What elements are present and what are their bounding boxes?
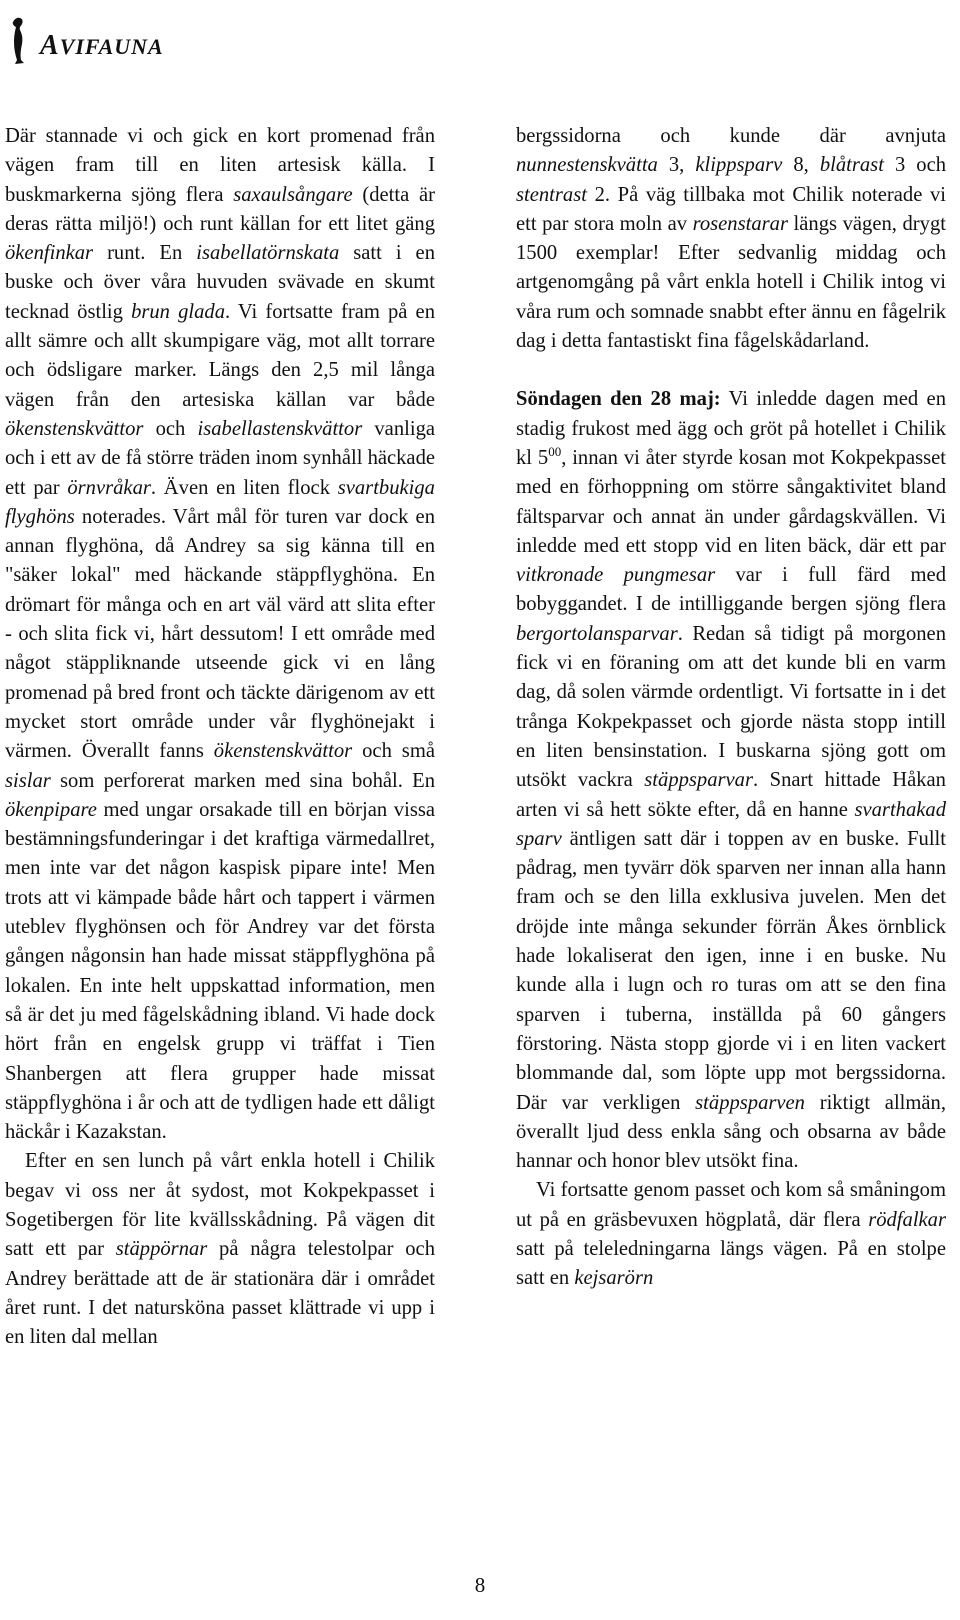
text-run: och små xyxy=(352,740,435,763)
species-name: sislar xyxy=(5,769,51,792)
text-run: . Snart hittade Håkan arten vi så hett sökte efter, då en hanne xyxy=(516,769,946,821)
species-name: stäppsparvar xyxy=(644,769,753,792)
text-run: , innan vi åter styrde kosan mot Kokpekpasset med en förhoppning om större sångaktivitet bland fältsparvar och annat än under gårdagskvällen. Vi inledde med ett stopp vid en liten bäck, där ett par xyxy=(516,446,946,557)
paragraph xyxy=(5,122,435,1147)
text-run: äntligen satt där i toppen av en buske. Fullt pådrag, men tyvärr dök sparven ner innan alla hann fram och se den lilla exklusiva juvelen. Men det dröjde inte många sekunder förrän Åkes örnblick hade lokaliserat den igen, inne i en buske. Nu kunde alla i lugn och ro turas om att se den fina sparven i tuberna, inställda på 60 gångers förstoring. Nästa stopp gjorde vi i en liten vackert blommande dal, som löpte upp mot bergssidorna. Där var verkligen xyxy=(516,827,946,1114)
brand-wordmark: AVIFAUNA xyxy=(40,30,164,61)
text-run: med ungar orsakade till en början vissa bestämningsfunderingar i det kraftiga värmedallret, men inte var det någon kaspisk pipare inte! Men trots att vi kämpade både hårt och tappert i värmen uteblev flyghönsen och för Andrey var det första gången någonsin han hade missat stäppflyghöna på lokalen. En inte helt uppskattad information, men så är det ju med fågelskådning ibland. Vi hade dock hört från en engelsk grupp vi träffat i Tien Shanbergen att flera grupper hade missat stäppflyghöna i år och att de tydligen hade ett dåligt häckår i Kazakstan. xyxy=(5,798,435,1144)
paragraph xyxy=(516,1176,946,1293)
species-name: örnvråkar xyxy=(67,476,151,499)
text-run: . Vi fortsatte fram på en allt sämre och allt skumpigare väg, mot allt torrare och ödsligare marker. Längs den 2,5 mil långa vägen från den artesiska källan var både xyxy=(5,300,435,411)
species-name: blåtrast xyxy=(819,154,884,177)
species-name: rosenstarar xyxy=(692,212,788,235)
species-name: stäppsparven xyxy=(695,1091,805,1114)
species-name: ökenpipare xyxy=(5,798,97,821)
text-run: satt på teleledningarna längs vägen. På en stolpe satt en xyxy=(516,1237,946,1290)
species-name: bergortolansparvar xyxy=(516,622,678,645)
text-run: Där stannade vi och gick en kort promenad från vägen fram till en liten artesisk källa. I buskmarkerna sjöng flera xyxy=(5,125,435,206)
paragraph xyxy=(516,122,946,356)
text-run: 3, xyxy=(657,154,696,177)
text-run: 2. På väg tillbaka mot Chilik noterade vi ett par stora moln av xyxy=(516,183,946,235)
text-run: och xyxy=(143,417,198,440)
text-run: Vi fortsatte genom passet och kom så småningom ut på en gräsbevuxen högplatå, där flera xyxy=(516,1179,946,1231)
paragraph xyxy=(5,1147,435,1352)
text-run: satt i en buske och över våra huvuden svävade en skumt tecknad östlig xyxy=(5,242,435,323)
date-heading: Söndagen den 28 maj: xyxy=(516,388,721,411)
species-name: isabellastenskvättor xyxy=(197,417,363,440)
species-name: vitkronade pungmesar xyxy=(516,564,716,587)
text-run: noterades. Vårt mål för turen var dock en annan flyghöna, då Andrey sa sig känna till en "säker lokal" med häckande stäppflyghöna. En drömart för många och en art väl värd att slita efter - och slita fick vi, hårt dessutom! I ett område med något stäppliknande utseende gick vi en lång promenad på bred front och täckte därigenom av ett mycket stort område under vår flyghönejakt i värmen. Överallt fanns xyxy=(5,505,435,763)
species-name: ökenstenskvättor xyxy=(5,417,144,440)
text-run: 8, xyxy=(782,154,820,177)
text-run: . Även en liten flock xyxy=(150,476,338,499)
text-run: längs vägen, drygt 1500 exemplar! Efter sedvanlig middag och artgenomgång på vårt enkla hotell i Chilik intog vi våra rum och somnade snabbt efter ännu en fågelrik dag i detta fantastiskt fina fågelskådarland. xyxy=(516,212,946,353)
species-name: stentrast xyxy=(516,183,587,206)
paragraph xyxy=(516,385,946,1176)
species-name: saxaulsångare xyxy=(233,183,353,206)
page-header xyxy=(8,6,164,66)
text-run: som perforerat marken med sina bohål. En xyxy=(50,769,435,792)
page-number: 8 xyxy=(474,1573,486,1597)
species-name: svartbukiga flyghöns xyxy=(5,476,435,528)
species-name: isabellatörnskata xyxy=(196,242,340,265)
text-run: 3 och xyxy=(883,154,947,177)
species-name: ökenstenskvättor xyxy=(213,740,353,763)
species-name: klippsparv xyxy=(695,154,783,177)
left-column xyxy=(5,122,435,1352)
species-name: nunnestenskvätta xyxy=(516,154,658,177)
text-run: Vi inledde dagen med en stadig frukost med ägg och gröt på hotellet i Chilik kl 5 xyxy=(516,388,946,469)
species-name: kejsarörn xyxy=(574,1267,654,1290)
bird-silhouette-icon xyxy=(8,16,30,66)
species-name: brun glada xyxy=(131,300,226,323)
superscript: 00 xyxy=(548,444,562,460)
species-name: rödfalkar xyxy=(868,1208,946,1231)
text-run: Efter en sen lunch på vårt enkla hotell i Chilik begav vi oss ner åt sydost, mot Kokpekpasset i Sogetibergen för lite kvällsskådning. På vägen dit satt ett par xyxy=(5,1150,435,1261)
text-run: (detta är deras rätta miljö!) och runt källan for ett litet gäng xyxy=(5,183,435,235)
text-run: riktigt allmän, överallt ljud dess enkla sång och obsarna av både hannar och honor blev utsökt fina. xyxy=(516,1091,946,1173)
species-name: ökenfinkar xyxy=(5,242,94,265)
right-column xyxy=(516,122,946,1294)
species-name: svarthakad sparv xyxy=(516,798,946,850)
species-name: stäppörnar xyxy=(115,1238,208,1261)
text-run: runt. En xyxy=(93,242,197,265)
text-run: var i full färd med bobyggandet. I de intilliggande bergen sjöng flera xyxy=(516,564,946,616)
text-run: bergssidorna och kunde där avnjuta xyxy=(516,125,946,147)
text-run: . Redan så tidigt på morgonen fick vi en föraning om att det kunde bli en varm dag, då solen värmde ordentligt. Vi fortsatte in i det trånga Kokpekpasset och gjorde nästa stopp intill en liten bensinstation. I buskarna sjöng gott om utsökt vackra xyxy=(516,622,946,792)
text-run: vanliga och i ett av de få större träden inom synhåll häckade ett par xyxy=(5,417,436,499)
text-run: på några telestolpar och Andrey berättade att de är stationära där i området året runt. I det natursköna passet klättrade vi upp i en liten dal mellan xyxy=(5,1238,435,1349)
